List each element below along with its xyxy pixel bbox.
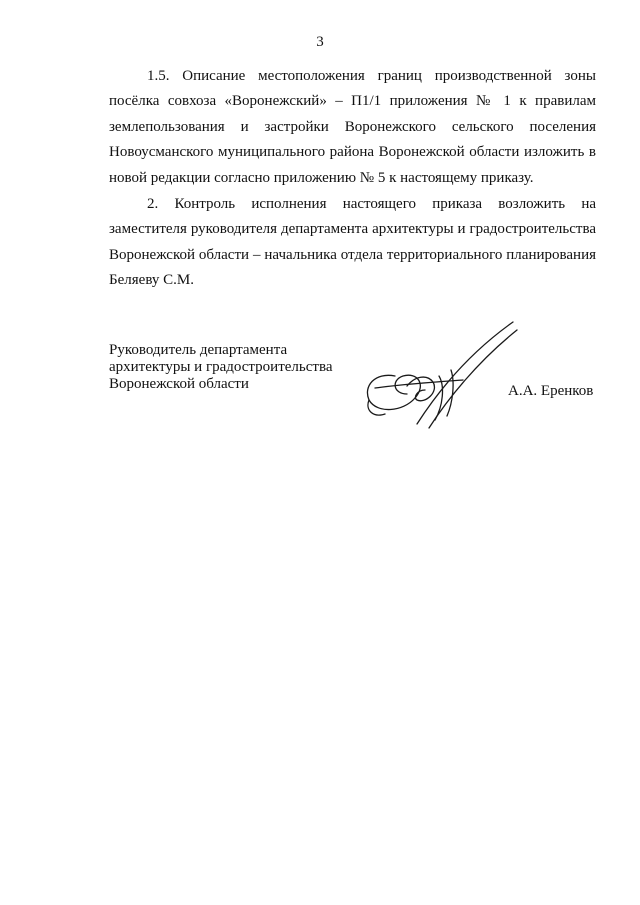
paragraph-1-5: 1.5. Описание местоположения границ производственной зоны посёлка совхоза «Воронежский» – П1/1 приложения № 1 к правилам землепользования и застройки Воронежского сельского поселения Новоусманского муниципального района Воронежской области изложить в новой редакции согласно приложению № 5 к настоящему приказу. (109, 68, 596, 186)
page-number: 3 (316, 34, 324, 50)
handwritten-signature-icon (355, 316, 525, 436)
signer-position-line: архитектуры и градостроительства (109, 359, 333, 375)
signer-position (109, 342, 332, 393)
signer-name: А.А. Еренков (508, 383, 594, 399)
signer-position-line: Руководитель департамента (109, 342, 288, 358)
paragraph-2: 2. Контроль исполнения настоящего приказа возложить на заместителя руководителя департамента архитектуры и градостроительства Воронежской области – начальника отдела территориального планирования Беляеву С.М. (109, 196, 596, 289)
signer-position-line: Воронежской области (109, 376, 249, 392)
